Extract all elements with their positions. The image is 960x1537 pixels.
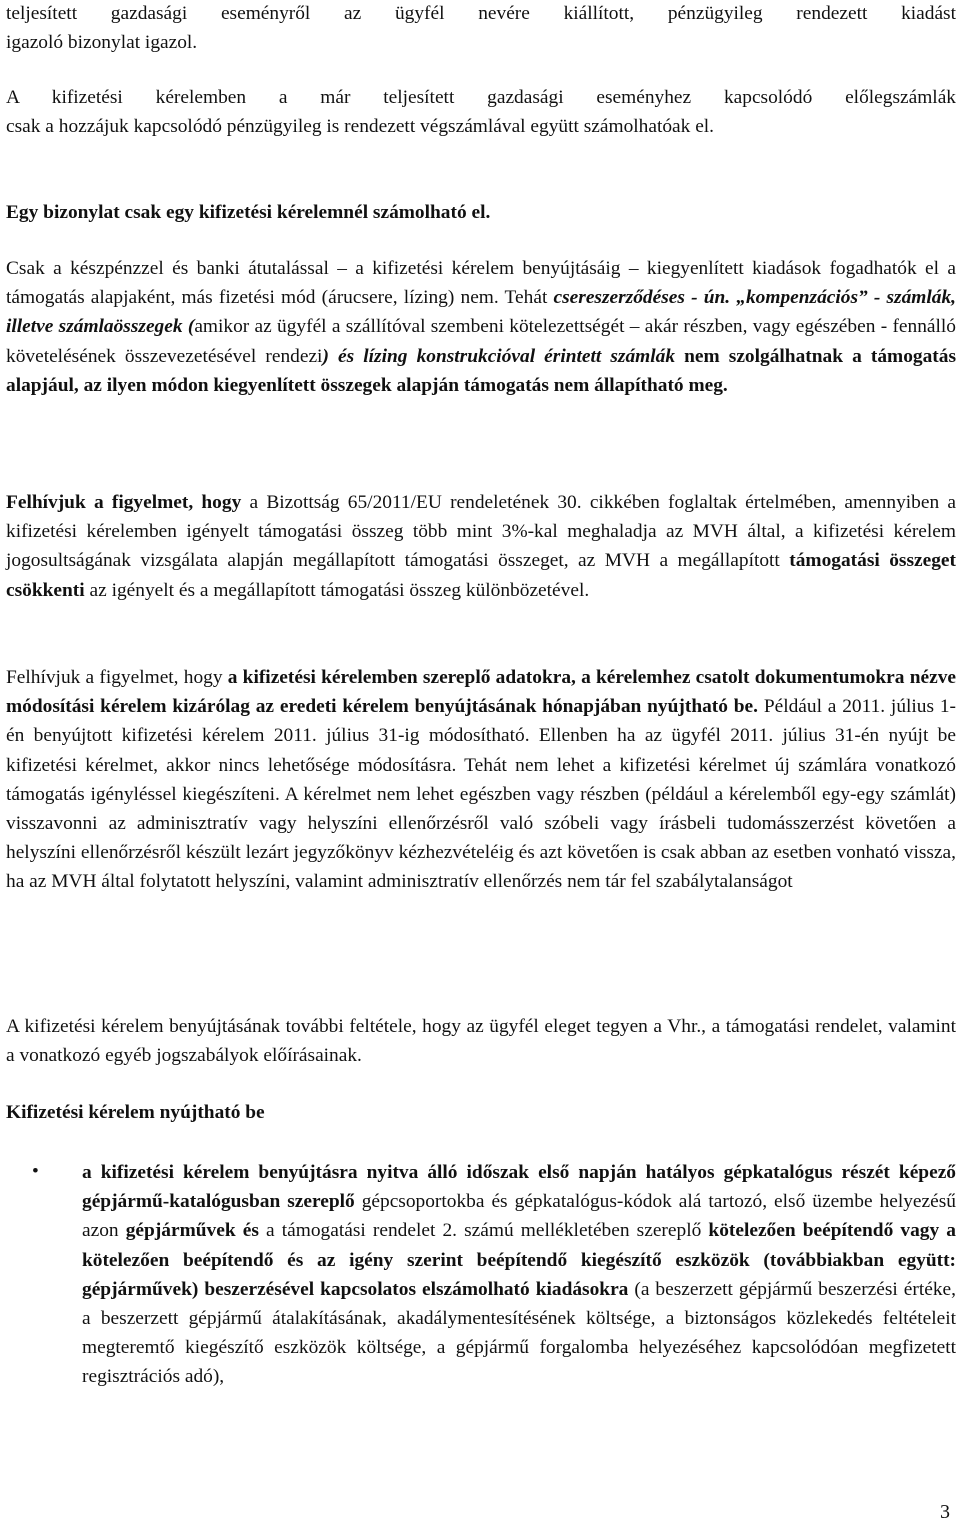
bold-span: kötelezően beépítendő vagy a kötelezően beépítendő és az igény szerint beépítendő kiegészítő eszközök (továbbiakban együtt: gépjárművek) beszerzésével kapcsolatos elszámolható kiadásokra [82,1220,956,1300]
paragraph-1 [6,0,956,57]
text-span: az igényelt és a megállapított támogatási összeg különbözetével. [84,579,590,601]
text-span: Csak a készpénzzel és banki átutalással – a kifizetési kérelem benyújtásáig – kiegyenlített kiadások fogadhatók el a támogatás alapjaként, más fizetési mód (árucsere, lízing) nem. Tehát [6,258,956,309]
bold-span: nem szolgálhatnak a támogatás alapjául, az ilyen módon kiegyenlített összegek alapján támogatás nem állapítható meg. [6,345,956,396]
bold-span: gépjárművek és [125,1220,259,1242]
text-span: gépcsoportokba és gépkatalógus-kódok alá tartozó, első üzembe helyezésű azon [82,1191,956,1242]
page-number: 3 [940,1501,950,1523]
text-span: Például a 2011. július 1-én benyújtott kifizetési kérelem 2011. július 31-ig módosítható. Ellenben ha az ügyfél 2011. július 31-én nyújt be kifizetési kérelmet, akkor nincs lehetősége módosításra. Tehát nem lehet a kifizetési kérelmet új számlára vonatkozó támogatás igényléssel kiegészíteni. A kérelmet nem lehet egészben vagy részben (például a kérelemből egy-egy számlát) visszavonni az adminisztratív vagy helyszíni ellenőrzésről való szóbeli vagy írásbeli tudomásszerzést követően a helyszíni ellenőrzésről készült lezárt jegyzőkönyv kézhezvételéig és azt követően is csak abban az esetben vonható vissza, ha az MVH által folytatott helyszíni, valamint adminisztratív ellenőrzés nem tár fel szabálytalanságot [6,696,956,893]
bold-span: a kifizetési kérelemben szereplő adatokra, a kérelemhez csatolt dokumentumokra nézve módosítási kérelem kizárólag az eredeti kérelem benyújtásának hónapjában nyújtható be. [6,667,956,718]
italic-bold-span: csereszerződéses - ún. „kompenzációs” - számlák, illetve számlaösszegek ( [6,287,957,338]
list-item-text [82,1158,956,1392]
paragraph-modification [6,663,956,897]
paragraph-1-line-2: igazoló bizonylat igazol. [6,32,198,54]
text-span: a Bizottság 65/2011/EU rendeletének 30. cikkében foglaltak értelmében, amennyiben a kifizetési kérelemben igényelt támogatási összeg több mint 3%-kal meghaladja az MVH által, a kifizetési kérelem jogosultságának vizsgálata alapján megállapított támogatási összeget, az MVH a megállapított [6,492,956,572]
text-span: a támogatási rendelet 2. számú mellékletében szereplő [258,1220,709,1242]
italic-bold-span: ) és lízing konstrukcióval érintett számlák [322,345,676,367]
paragraph-2-line-2: csak a hozzájuk kapcsolódó pénzügyileg is rendezett végszámlával együtt számolhatóak el. [6,116,715,138]
text-span: amikor az ügyfél a szállítóval szembeni kötelezettségét – akár részben, vagy egészében - fennálló követelésének összevezetésével rendezi [6,316,956,367]
text-span: (a beszerzett gépjármű beszerzési értéke, a beszerzett gépjármű átalakításának, akadálymentesítésének költsége, a biztonságos közlekedés feltételeit megteremtő kiegészítő eszközök költsége, a gépjármű forgalomba helyezéséhez kapcsolódóan megfizetett regisztrációs adó), [82,1278,956,1388]
bullet-icon: • [32,1161,39,1182]
bullet-list [6,1158,956,1392]
text-span: Felhívjuk a figyelmet, hogy [6,667,228,688]
paragraph-conditions: A kifizetési kérelem benyújtásának további feltétele, hogy az ügyfél eleget tegyen a Vhr., a támogatási rendelet, valamint a vonatkozó egyéb jogszabályok előírásainak. [6,1016,956,1067]
section-heading: Kifizetési kérelem nyújtható be [6,1102,265,1123]
bold-statement: Egy bizonylat csak egy kifizetési kérelemnél számolható el. [6,202,491,223]
paragraph-1-line-1: teljesített gazdasági eseményről az ügyfél nevére kiállított, pénzügyileg rendezett kiadást [6,3,956,24]
bold-span: Felhívjuk a figyelmet, hogy [6,492,242,513]
bold-span: a kifizetési kérelem benyújtásra nyitva álló időszak első napján hatályos gépkatalógus részét képező gépjármű-katalógusban szereplő [82,1162,956,1213]
paragraph-regulation [6,488,956,605]
paragraph-2 [6,83,956,141]
bold-span: támogatási összeget csökkenti [6,550,956,601]
list-item [6,1158,956,1392]
paragraph-cash-payments [6,254,956,400]
paragraph-2-line-1: A kifizetési kérelemben a már teljesített gazdasági eseményhez kapcsolódó előlegszámlák [6,87,956,108]
